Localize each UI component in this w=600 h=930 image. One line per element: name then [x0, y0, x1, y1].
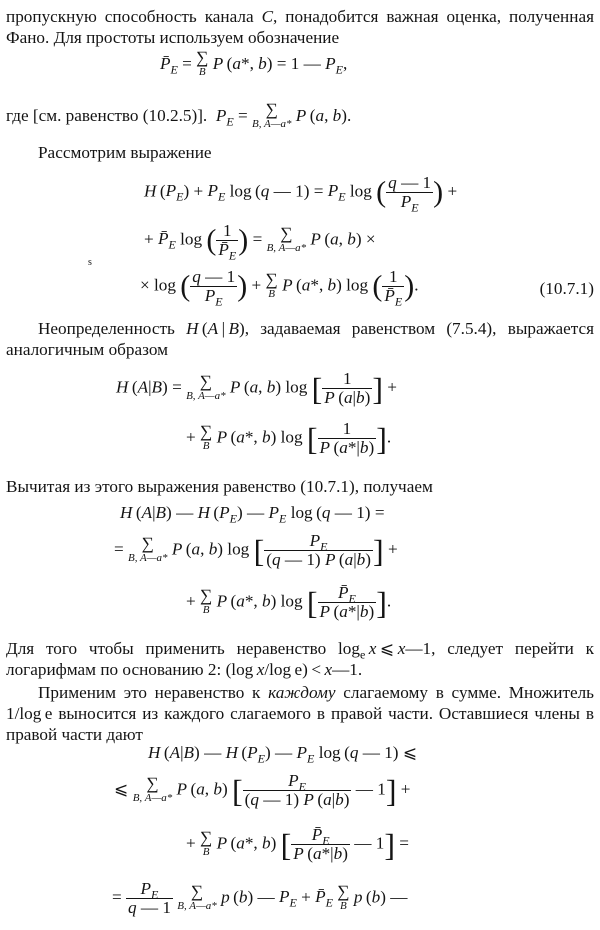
equation-10-7-1: H $(P_E) + P_E$ log (q — $1) = P_E$ log ( $\frac{q — 1}{P_E}$ ) + + $P̄_E$ log ( $\frac{1}{P̄_E}$ ) = ∑ B, A—a* P (a, b) × × log ( $\frac{q — 1}{P_E}$ ) + ∑ B P (a*, b) log ( $\frac{1}{P̄_E}$ ). (10.7.1)	[140, 173, 594, 309]
emphasis-each: каждому	[268, 683, 336, 702]
paragraph-uncertainty: Неопределенность H (A | B), задаваемая равенством (7.5.4), выражается аналогичным образом	[6, 319, 594, 359]
paragraph-subtracting: Вычитая из этого выражения равенство (10.7.1), получаем	[6, 477, 433, 496]
equation-pbar-definition: $P̄_E$ = ∑ B P (a*, b) = 1 — $P_E$,	[160, 48, 348, 78]
paragraph-where: где [см. равенство (10.2.5)]. $P_E$ = ∑ B, A—a* P (a, b).	[6, 100, 352, 130]
stray-mark: s	[88, 257, 92, 268]
equation-conditional-entropy: H (A|B) = ∑ B, A—a* P (a, b) log [ $\frac{1}{P (a|b)}$ ] + + ∑ B P (a*, b) log [ $\frac{1}{P (a*|b)}$ ].	[116, 369, 397, 457]
equation-bound: H (A|B) — H $(P_E)$ — $P_E$ log (q — 1) ⩽ ⩽ ∑ B, A—a* P (a, b) [ $\frac{P_E}{(q — 1) P (a|b)}$ — 1] + + ∑ B P (a*, b) [ $\frac{P̄_E}{P (a*|b)}$ — 1] = = $\frac{P_E}{q — 1}$ ∑ B, A—a* p (b) — $P_E$ + $P̄_E$ ∑ B p (b) —	[112, 743, 418, 917]
equation-difference: H (A|B) — H $(P_E)$ — $P_E$ log (q — 1) = = ∑ B, A—a* P (a, b) log [ $\frac{P_E}{(q — 1) P (a|b)}$ ] + + ∑ B P (a*, b) log [ $\frac{P̄_E}{P (a*|b)}$ ].	[114, 503, 398, 621]
paragraph-apply: Применим это неравенство к каждому слагаемому в сумме. Множитель 1/log e выносится из каждого слагаемого в правой части. Оставшиеся члены в правой части дают	[6, 683, 594, 744]
paragraph-consider: Рассмотрим выражение	[38, 143, 212, 162]
paragraph-inequality: Для того чтобы применить неравенство $\log_e x$ ⩽ x—1, следует перейти к логарифмам по основанию 2: (log x/log e) < x—1.	[6, 639, 594, 679]
equation-number: (10.7.1)	[539, 279, 594, 298]
paragraph-intro: пропускную способность канала C, понадобится важная оценка, полученная Фано. Для простоты используем обозначение	[6, 7, 594, 47]
